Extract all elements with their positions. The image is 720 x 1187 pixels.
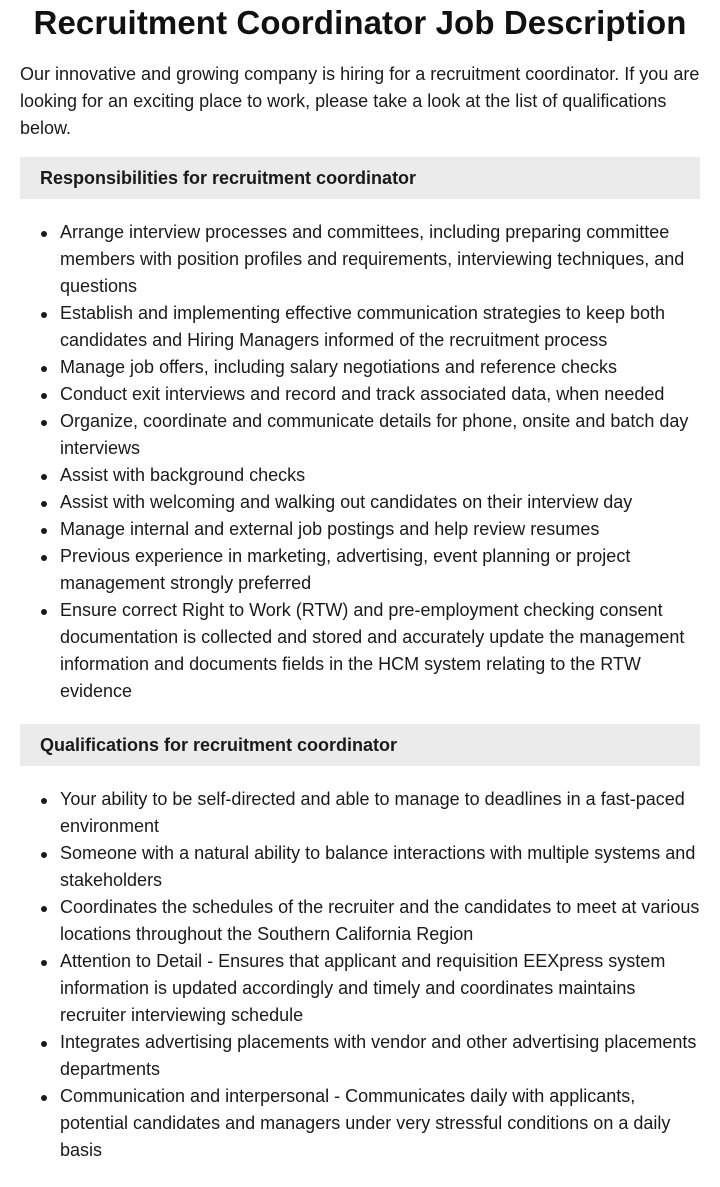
list-item: Coordinates the schedules of the recruiter and the candidates to meet at various locations throughout the Southern California Region bbox=[60, 894, 700, 948]
list-item: Previous experience in marketing, advertising, event planning or project management strongly preferred bbox=[60, 543, 700, 597]
list-item: Communication and interpersonal - Communicates daily with applicants, potential candidates and managers under very stressful conditions on a daily basis bbox=[60, 1083, 700, 1164]
list-item: Integrates advertising placements with vendor and other advertising placements departments bbox=[60, 1029, 700, 1083]
intro-paragraph: Our innovative and growing company is hiring for a recruitment coordinator. If you are looking for an exciting place to work, please take a look at the list of qualifications below. bbox=[20, 64, 700, 138]
responsibilities-heading: Responsibilities for recruitment coordinator bbox=[20, 157, 700, 199]
qualifications-list bbox=[20, 786, 700, 1164]
responsibilities-list bbox=[20, 219, 700, 705]
list-item: Manage job offers, including salary negotiations and reference checks bbox=[60, 354, 700, 381]
list-item: Assist with welcoming and walking out candidates on their interview day bbox=[60, 489, 700, 516]
page-title: Recruitment Coordinator Job Description bbox=[33, 4, 687, 41]
qualifications-heading: Qualifications for recruitment coordinator bbox=[20, 724, 700, 766]
list-item: Establish and implementing effective communication strategies to keep both candidates and Hiring Managers informed of the recruitment process bbox=[60, 300, 700, 354]
list-item: Assist with background checks bbox=[60, 462, 700, 489]
list-item: Someone with a natural ability to balance interactions with multiple systems and stakeholders bbox=[60, 840, 700, 894]
list-item: Arrange interview processes and committees, including preparing committee members with position profiles and requirements, interviewing techniques, and questions bbox=[60, 219, 700, 300]
list-item: Manage internal and external job postings and help review resumes bbox=[60, 516, 700, 543]
list-item: Organize, coordinate and communicate details for phone, onsite and batch day interviews bbox=[60, 408, 700, 462]
list-item: Conduct exit interviews and record and track associated data, when needed bbox=[60, 381, 700, 408]
list-item: Your ability to be self-directed and able to manage to deadlines in a fast-paced environment bbox=[60, 786, 700, 840]
list-item: Ensure correct Right to Work (RTW) and pre-employment checking consent documentation is collected and stored and accurately update the management information and documents fields in the HCM system relating to the RTW evidence bbox=[60, 597, 700, 705]
list-item: Attention to Detail - Ensures that applicant and requisition EEXpress system information is updated accordingly and timely and coordinates maintains recruiter interviewing schedule bbox=[60, 948, 700, 1029]
